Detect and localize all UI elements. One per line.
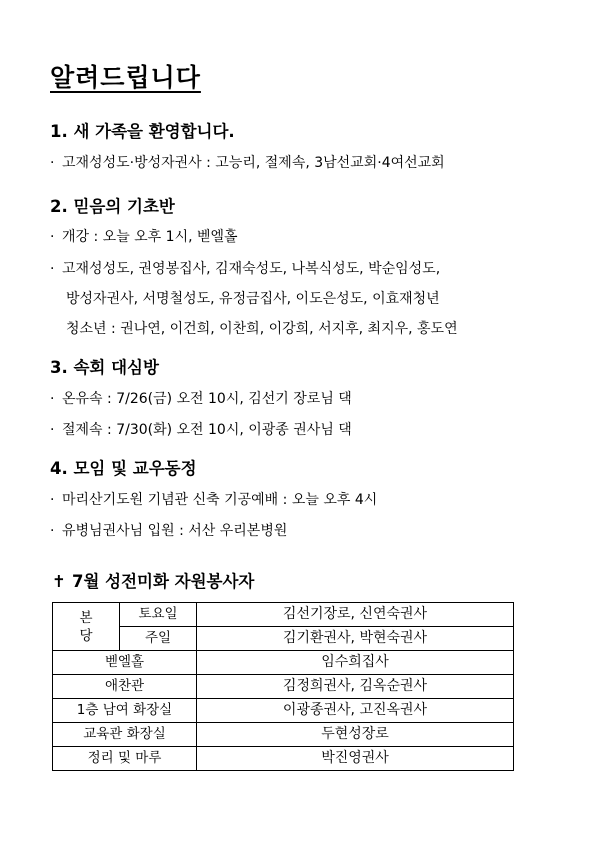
list-item — [50, 520, 287, 540]
section-heading-meetings: 4. 모임 및 교우동정 — [50, 459, 197, 478]
cross-icon: ✝ — [52, 572, 66, 591]
row-label: 교육관 화장실 — [53, 723, 197, 747]
list-item-continued: 청소년 : 권나연, 이건희, 이찬희, 이강희, 서지후, 최지우, 홍도연 — [66, 321, 458, 337]
bullet-dot: · — [50, 523, 55, 539]
list-item-text: 개강 : 오늘 오후 1시, 벧엘홀 — [62, 229, 238, 245]
list-item-continued: 방성자권사, 서명철성도, 유정금집사, 이도은성도, 이효재청년 — [66, 291, 440, 307]
list-item-text: 유병님권사님 입원 : 서산 우리본병원 — [62, 523, 288, 539]
bullet-dot: · — [50, 229, 55, 245]
list-item-text: 고재성성도·방성자권사 : 고능리, 절제속, 3남선교회·4여선교회 — [62, 155, 445, 171]
volunteer-title-text: 7월 성전미화 자원봉사자 — [72, 572, 255, 591]
row-label: 토요일 — [120, 603, 197, 627]
bullet-dot: · — [50, 492, 55, 508]
table-row — [53, 723, 514, 747]
row-value: 김기환권사, 박현숙권사 — [197, 627, 514, 651]
volunteer-title — [52, 568, 254, 592]
section-heading-home-visit: 3. 속회 대심방 — [50, 358, 159, 377]
table-row — [53, 603, 514, 627]
list-item — [50, 489, 377, 509]
row-value: 이광종권사, 고진옥권사 — [197, 699, 514, 723]
row-label: 정리 및 마루 — [53, 747, 197, 771]
main-hall-label: 본 당 — [53, 603, 120, 651]
table-row — [53, 651, 514, 675]
list-item — [50, 152, 445, 172]
bullet-dot: · — [50, 391, 55, 407]
section-heading-faith-class: 2. 믿음의 기초반 — [50, 197, 175, 216]
volunteer-table — [52, 602, 514, 771]
list-item — [50, 388, 352, 408]
list-item — [50, 226, 238, 246]
list-item — [50, 419, 352, 439]
row-value: 김정희권사, 김옥순권사 — [197, 675, 514, 699]
list-item — [50, 258, 440, 278]
row-label: 벧엘홀 — [53, 651, 197, 675]
list-item-text: 마리산기도원 기념관 신축 기공예배 : 오늘 오후 4시 — [62, 492, 378, 508]
row-label: 1층 남여 화장실 — [53, 699, 197, 723]
list-item-text: 고재성성도, 권영봉집사, 김재숙성도, 나복식성도, 박순임성도, — [62, 261, 441, 277]
page-title: 알려드립니다 — [50, 63, 201, 92]
bullet-dot: · — [50, 261, 55, 277]
row-value: 임수희집사 — [197, 651, 514, 675]
table-row — [53, 747, 514, 771]
row-label: 주일 — [120, 627, 197, 651]
table-row — [53, 675, 514, 699]
table-row — [53, 699, 514, 723]
row-value: 박진영권사 — [197, 747, 514, 771]
table-row — [53, 627, 514, 651]
row-label: 애찬관 — [53, 675, 197, 699]
list-item-text: 온유속 : 7/26(금) 오전 10시, 김선기 장로님 댁 — [62, 391, 352, 407]
bullet-dot: · — [50, 422, 55, 438]
bullet-dot: · — [50, 155, 55, 171]
section-heading-welcome: 1. 새 가족을 환영합니다. — [50, 122, 235, 141]
row-value: 김선기장로, 신연숙권사 — [197, 603, 514, 627]
list-item-text: 절제속 : 7/30(화) 오전 10시, 이광종 권사님 댁 — [62, 422, 352, 438]
row-value: 두현성장로 — [197, 723, 514, 747]
